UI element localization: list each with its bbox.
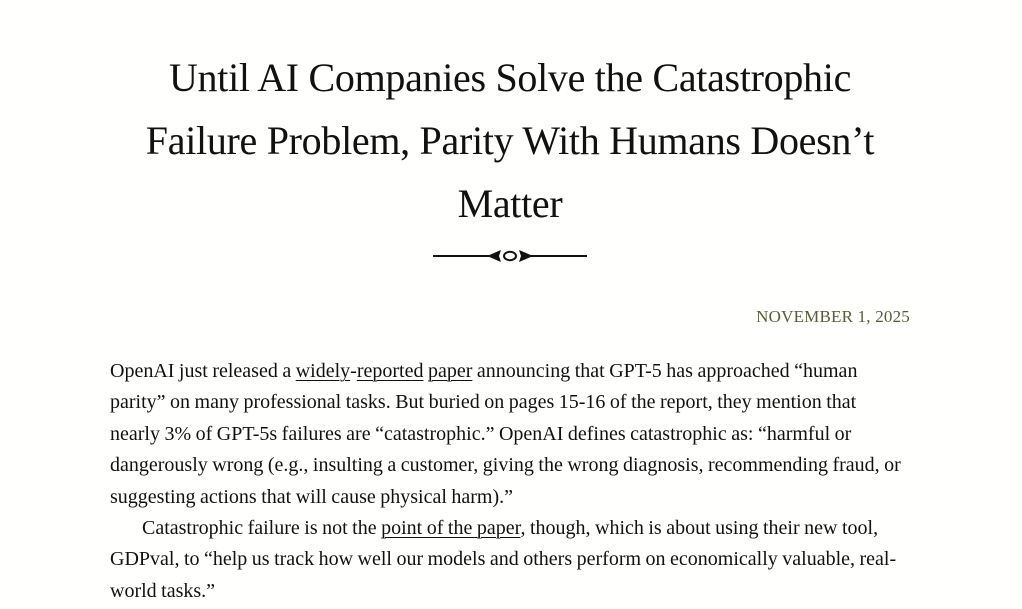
paragraph-text: Catastrophic failure is not the xyxy=(142,517,382,540)
paragraph-text: , though, which is about using their new tool, GDPval, to “help us track how well our models and others perform on economically valuable, real-world tasks.” xyxy=(110,517,897,602)
paragraph xyxy=(110,356,910,513)
publish-date: NOVEMBER 1, 2025 xyxy=(756,307,910,326)
paragraph-text: announcing that GPT-5 has approached “human parity” on many professional tasks. But buried on pages 15-16 of the report, they mention that nearly 3% of GPT-5s failures are “catastrophic.” OpenAI defines catastrophic as: “harmful or dangerously wrong (e.g., insulting a customer, giving the wrong diagnosis, recommending fraud, or suggesting actions that will cause physical harm).” xyxy=(110,360,901,508)
link-widely[interactable]: widely xyxy=(295,360,351,382)
fleuron-divider-icon xyxy=(433,246,587,266)
link-point-of-the-paper[interactable]: point of the paper xyxy=(381,517,521,540)
paragraph-text: OpenAI just released a xyxy=(110,360,296,382)
link-paper[interactable]: paper xyxy=(427,360,473,382)
hyphen-text: - xyxy=(350,360,357,382)
article-title: Until AI Companies Solve the Catastrophic Failure Problem, Parity With Humans Doesn’t Matter xyxy=(145,55,875,226)
article-body xyxy=(110,356,910,607)
link-reported[interactable]: reported xyxy=(356,360,424,382)
paragraph xyxy=(110,513,910,607)
